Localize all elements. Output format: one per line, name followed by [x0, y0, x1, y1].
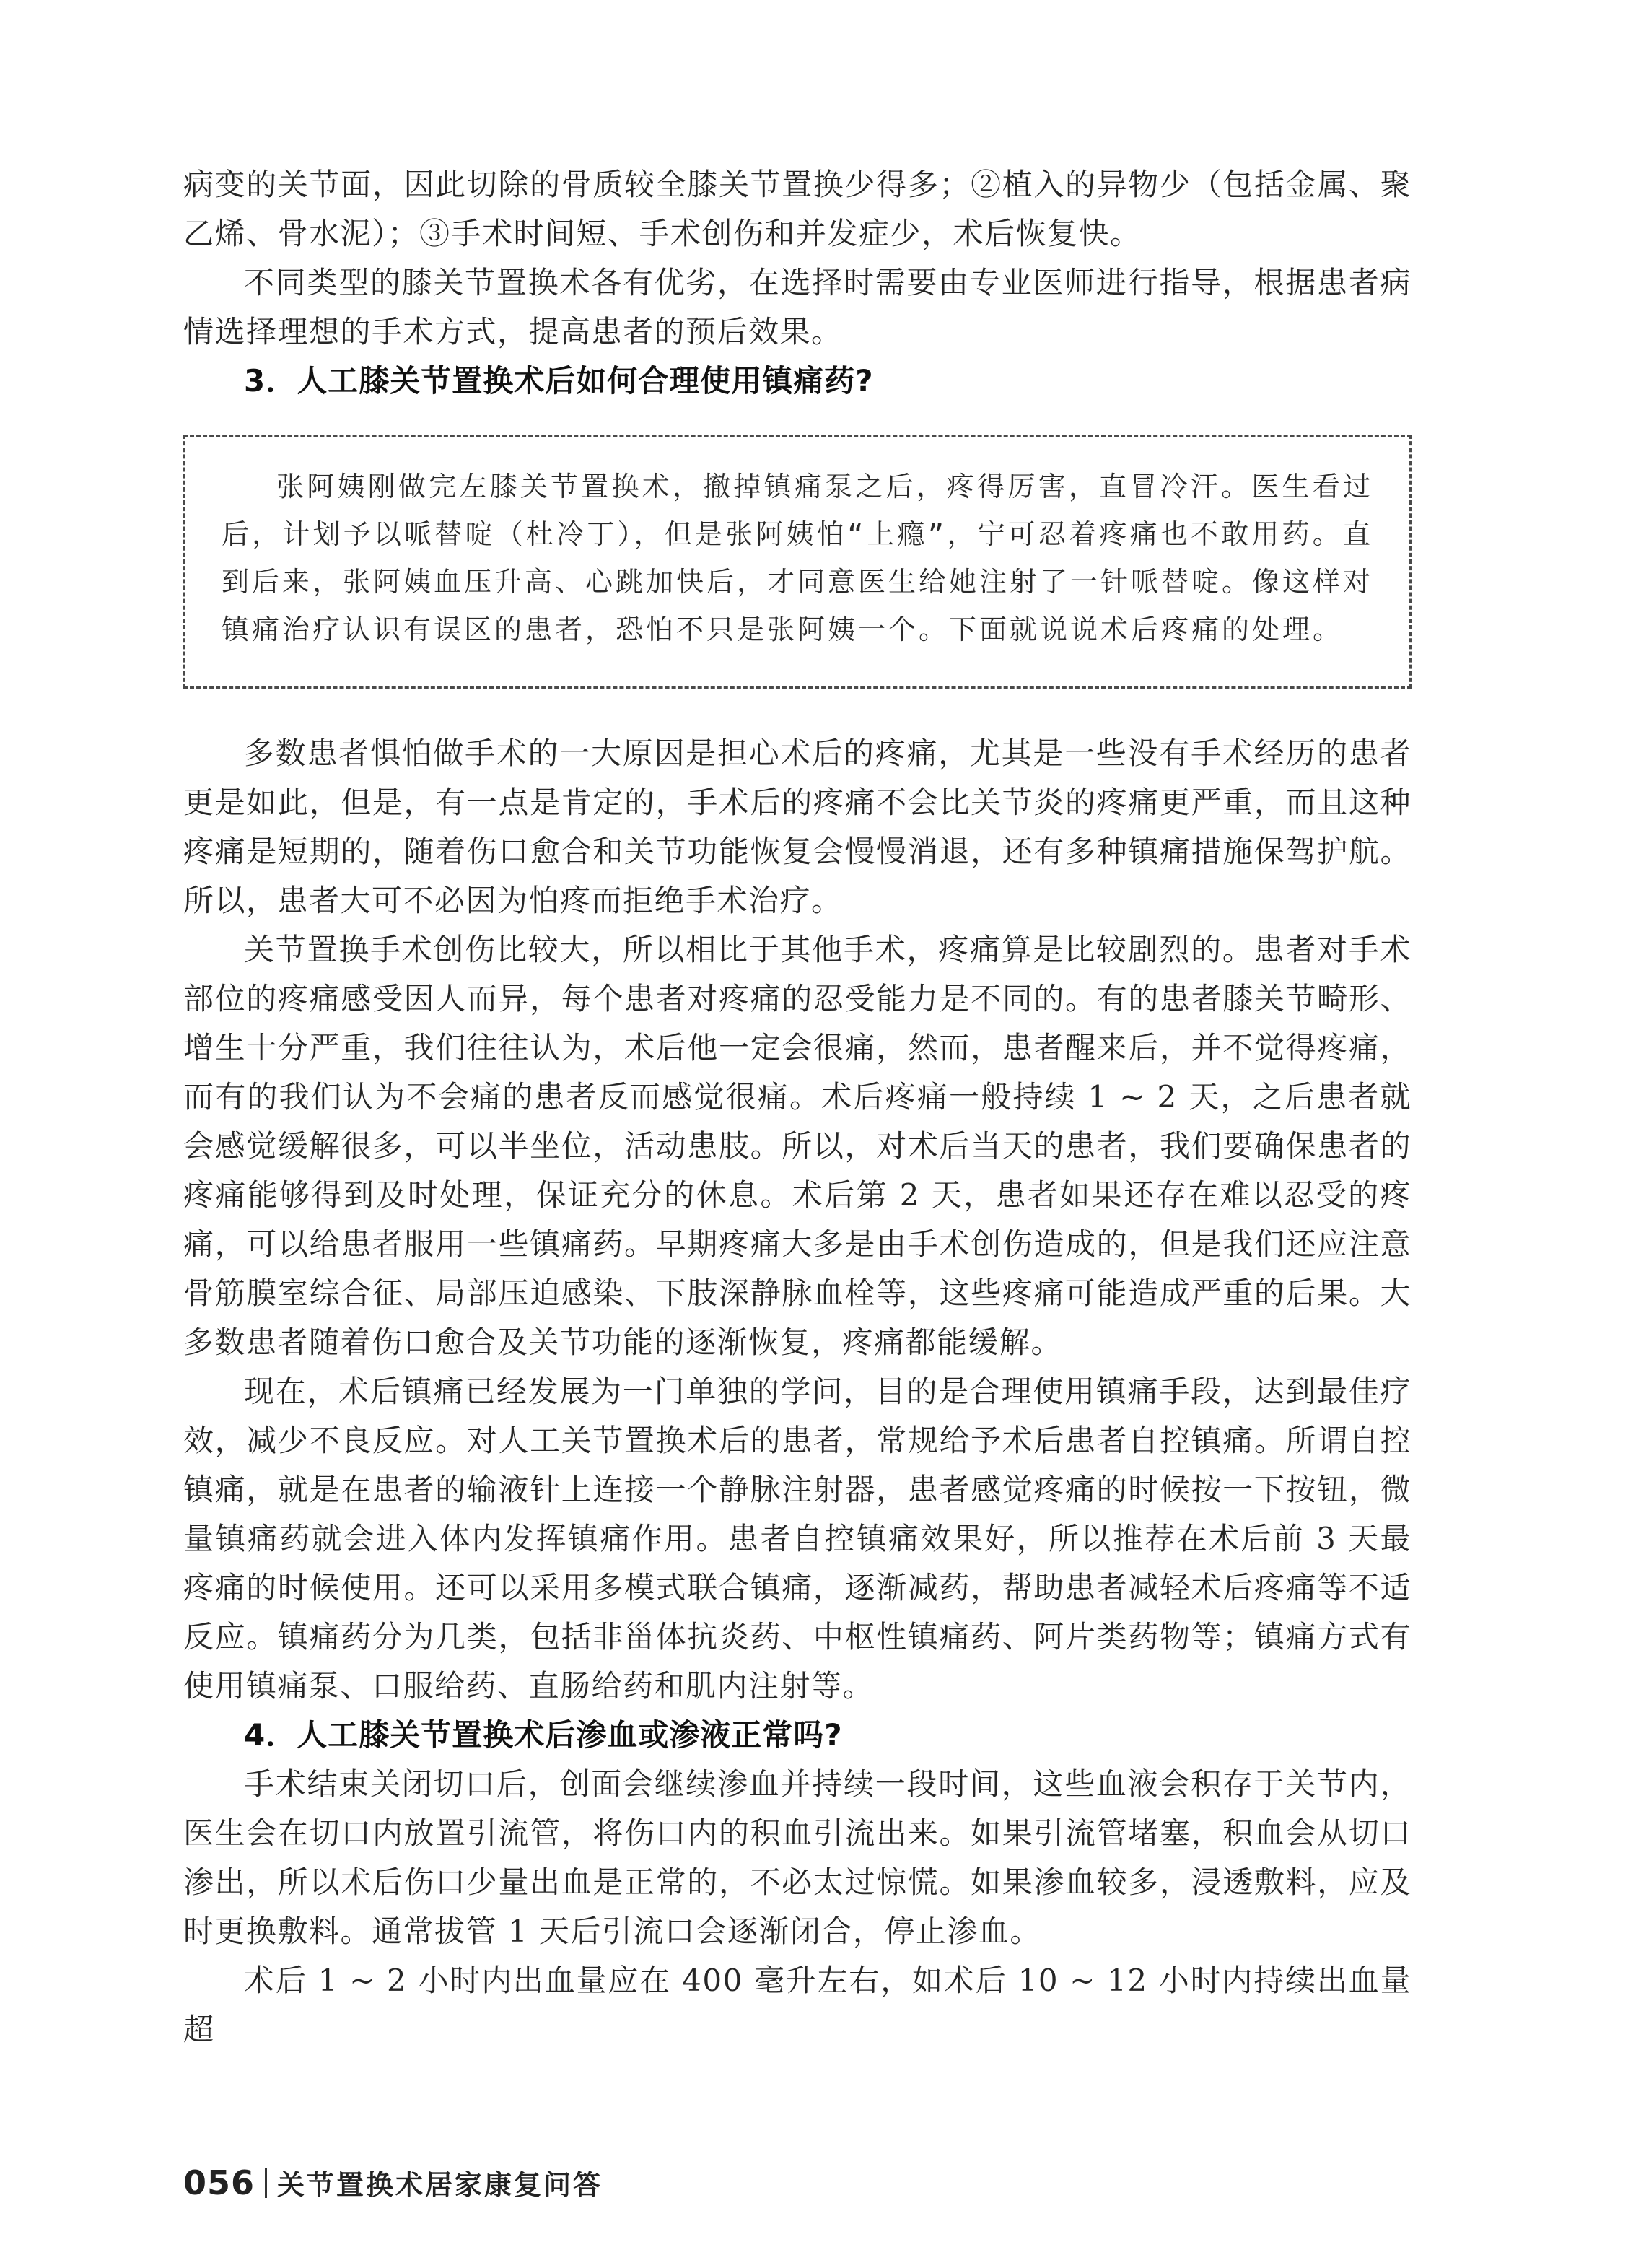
footer-separator	[265, 2168, 267, 2198]
paragraph-continued: 病变的关节面，因此切除的骨质较全膝关节置换少得多；②植入的异物少（包括金属、聚乙烯、骨水泥）；③手术时间短、手术创伤和并发症少，术后恢复快。	[183, 167, 1412, 251]
page-number: 056	[183, 2163, 255, 2202]
page-footer	[183, 2163, 603, 2202]
page-content	[183, 160, 1412, 2054]
section-heading-3: 3．人工膝关节置换术后如何合理使用镇痛药?	[244, 363, 874, 398]
paragraph-knee-types: 不同类型的膝关节置换术各有优劣，在选择时需要由专业医师进行指导，根据患者病情选择理想的手术方式，提高患者的预后效果。	[183, 265, 1412, 349]
section-heading-4: 4．人工膝关节置换术后渗血或渗液正常吗?	[244, 1717, 843, 1753]
case-story-text: 张阿姨刚做完左膝关节置换术，撤掉镇痛泵之后，疼得厉害，直冒冷汗。医生看过后，计划予以哌替啶（杜冷丁），但是张阿姨怕“上瘾”，宁可忍着疼痛也不敢用药。直到后来，张阿姨血压升高、心跳加快后，才同意医生给她注射了一针哌替啶。像这样对镇痛治疗认识有误区的患者，恐怕不只是张阿姨一个。下面就说说术后疼痛的处理。	[222, 471, 1374, 645]
case-story-box	[183, 435, 1412, 689]
paragraph-drainage: 手术结束关闭切口后，创面会继续渗血并持续一段时间，这些血液会积存于关节内，医生会在切口内放置引流管，将伤口内的积血引流出来。如果引流管堵塞，积血会从切口渗出，所以术后伤口少量出血是正常的，不必太过惊慌。如果渗血较多，浸透敷料，应及时更换敷料。通常拔管 1 天后引流口会逐渐闭合，停止渗血。	[183, 1766, 1412, 1949]
paragraph-bleeding-volume: 术后 1 ~ 2 小时内出血量应在 400 毫升左右，如术后 10 ~ 12 小时内持续出血量超	[183, 1963, 1412, 2047]
paragraph-fear-of-pain: 多数患者惧怕做手术的一大原因是担心术后的疼痛，尤其是一些没有手术经历的患者更是如此，但是，有一点是肯定的，手术后的疼痛不会比关节炎的疼痛更严重，而且这种疼痛是短期的，随着伤口愈合和关节功能恢复会慢慢消退，还有多种镇痛措施保驾护航。所以，患者大可不必因为怕疼而拒绝手术治疗。	[183, 736, 1412, 918]
paragraph-pain-varies: 关节置换手术创伤比较大，所以相比于其他手术，疼痛算是比较剧烈的。患者对手术部位的疼痛感受因人而异，每个患者对疼痛的忍受能力是不同的。有的患者膝关节畸形、增生十分严重，我们往往认为，术后他一定会很痛，然而，患者醒来后，并不觉得疼痛，而有的我们认为不会痛的患者反而感觉很痛。术后疼痛一般持续 1 ~ 2 天，之后患者就会感觉缓解很多，可以半坐位，活动患肢。所以，对术后当天的患者，我们要确保患者的疼痛能够得到及时处理，保证充分的休息。术后第 2 天，患者如果还存在难以忍受的疼痛，可以给患者服用一些镇痛药。早期疼痛大多是由手术创伤造成的，但是我们还应注意骨筋膜室综合征、局部压迫感染、下肢深静脉血栓等，这些疼痛可能造成严重的后果。大多数患者随着伤口愈合及关节功能的逐渐恢复，疼痛都能缓解。	[183, 932, 1412, 1360]
running-title: 关节置换术居家康复问答	[277, 2169, 603, 2201]
paragraph-analgesia: 现在，术后镇痛已经发展为一门单独的学问，目的是合理使用镇痛手段，达到最佳疗效，减少不良反应。对人工关节置换术后的患者，常规给予术后患者自控镇痛。所谓自控镇痛，就是在患者的输液针上连接一个静脉注射器，患者感觉疼痛的时候按一下按钮，微量镇痛药就会进入体内发挥镇痛作用。患者自控镇痛效果好，所以推荐在术后前 3 天最疼痛的时候使用。还可以采用多模式联合镇痛，逐渐减药，帮助患者减轻术后疼痛等不适反应。镇痛药分为几类，包括非甾体抗炎药、中枢性镇痛药、阿片类药物等；镇痛方式有使用镇痛泵、口服给药、直肠给药和肌内注射等。	[183, 1374, 1412, 1704]
